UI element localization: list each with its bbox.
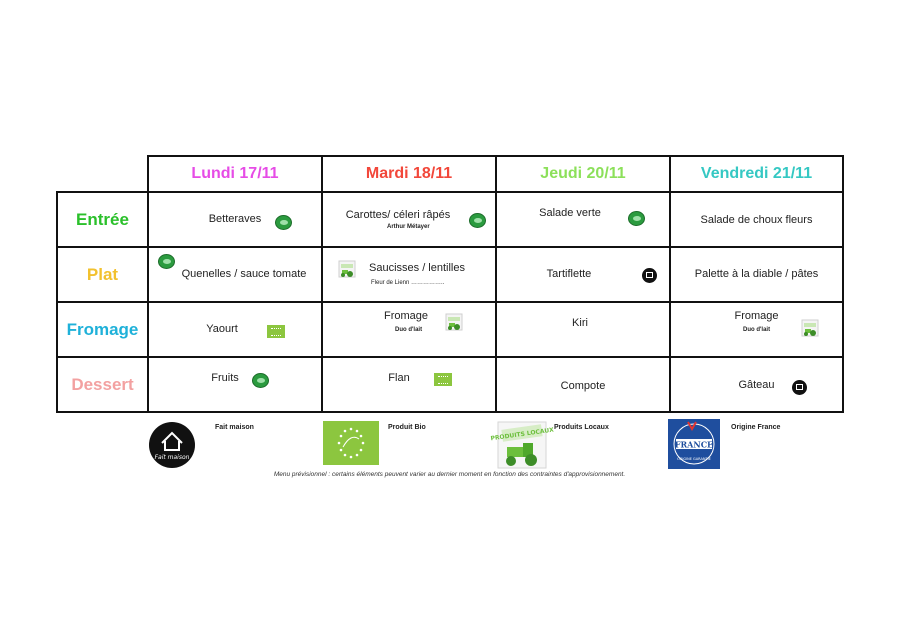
cell-plat-lundi: [148, 247, 322, 302]
eu-organic-logo-icon: [323, 421, 379, 465]
local-products-icon: [445, 313, 463, 331]
dish-name: Tartiflette: [546, 268, 592, 280]
legend-label-bio: Produit Bio: [388, 424, 426, 431]
day-header-mardi: Mardi 18/11: [322, 156, 496, 192]
local-products-logo-icon: [490, 421, 555, 469]
row-fromage: [57, 302, 843, 357]
legend-label-fait-maison: Fait maison: [215, 424, 254, 431]
cell-fromage-mardi: [322, 302, 496, 357]
leaf-icon: [628, 211, 645, 226]
cell-plat-vendredi: [670, 247, 843, 302]
leaf-icon: [252, 373, 269, 388]
dish-name: Compote: [560, 380, 606, 392]
disclaimer-note: Menu prévisionnel : certains éléments peuvent varier au dernier moment en fonction des contraintes d'approvisionnement.: [273, 471, 626, 478]
day-header-vendredi: Vendredi 21/11: [670, 156, 843, 192]
cell-entree-mardi: [322, 192, 496, 247]
dish-name: Quenelles / sauce tomate: [181, 268, 307, 280]
organic-icon: [434, 373, 452, 386]
legend-label-locaux: Produits Locaux: [554, 424, 609, 431]
legend-france: [668, 419, 808, 471]
origine-france-logo-icon: [668, 419, 720, 469]
dish-name: Betteraves: [208, 213, 262, 225]
cell-fromage-vendredi: [670, 302, 843, 357]
leaf-icon: [275, 215, 292, 230]
supplier-name: Duo d'lait: [395, 327, 423, 333]
dish-name: Palette à la diable / pâtes: [694, 268, 819, 280]
organic-icon: [267, 325, 285, 338]
dish-name: Salade de choux fleurs: [700, 214, 813, 226]
origine-france-logo-text: FRANCE: [674, 439, 714, 450]
dish-name: Fromage: [383, 310, 429, 322]
row-plat: [57, 247, 843, 302]
row-label-fromage: Fromage: [57, 302, 148, 357]
cell-fromage-jeudi: [496, 302, 670, 357]
cell-dessert-lundi: [148, 357, 322, 412]
origine-france-logo-ring: ORIGINE GARANTIE: [677, 457, 711, 461]
legend-label-france: Origine France: [731, 424, 781, 431]
legend-bio: [323, 421, 463, 465]
local-products-logo-text: PRODUITS LOCAUX: [490, 426, 555, 443]
row-label-entree: Entrée: [57, 192, 148, 247]
cell-entree-lundi: [148, 192, 322, 247]
dish-name: Yaourt: [206, 323, 238, 335]
row-entree: [57, 192, 843, 247]
row-dessert: [57, 357, 843, 412]
day-header-jeudi: Jeudi 20/11: [496, 156, 670, 192]
cell-entree-jeudi: [496, 192, 670, 247]
dish-name: Gâteau: [738, 379, 775, 391]
cell-plat-jeudi: [496, 247, 670, 302]
dish-name: Flan: [388, 372, 410, 384]
corner-cell: [57, 156, 148, 192]
dish-name: Fromage: [734, 310, 779, 322]
local-products-icon: [801, 319, 819, 337]
leaf-icon: [469, 213, 486, 228]
supplier-name: Arthur Métayer: [387, 224, 430, 230]
leaf-icon: [158, 254, 175, 269]
dish-name: Kiri: [572, 317, 588, 329]
homemade-icon: [792, 380, 807, 395]
legend-fait-maison: [148, 421, 268, 469]
row-label-plat: Plat: [57, 247, 148, 302]
cell-entree-vendredi: [670, 192, 843, 247]
supplier-name: Fleur de Lienn ……………..: [371, 280, 445, 286]
row-label-dessert: Dessert: [57, 357, 148, 412]
dish-name: Fruits: [211, 372, 239, 384]
cell-fromage-lundi: [148, 302, 322, 357]
homemade-icon: [642, 268, 657, 283]
legend-locaux: [490, 421, 637, 469]
cell-dessert-jeudi: [496, 357, 670, 412]
header-row: [57, 156, 843, 192]
dish-name: Saucisses / lentilles: [369, 262, 465, 274]
homemade-logo-icon: [148, 421, 196, 469]
homemade-logo-text: Fait maison: [154, 454, 190, 461]
menu-table: [56, 155, 844, 413]
cell-dessert-mardi: [322, 357, 496, 412]
dish-name: Carottes/ céleri râpés: [345, 209, 451, 221]
supplier-name: Duo d'lait: [743, 327, 771, 333]
cell-plat-mardi: [322, 247, 496, 302]
dish-name: Salade verte: [539, 207, 601, 219]
cell-dessert-vendredi: [670, 357, 843, 412]
day-header-lundi: Lundi 17/11: [148, 156, 322, 192]
